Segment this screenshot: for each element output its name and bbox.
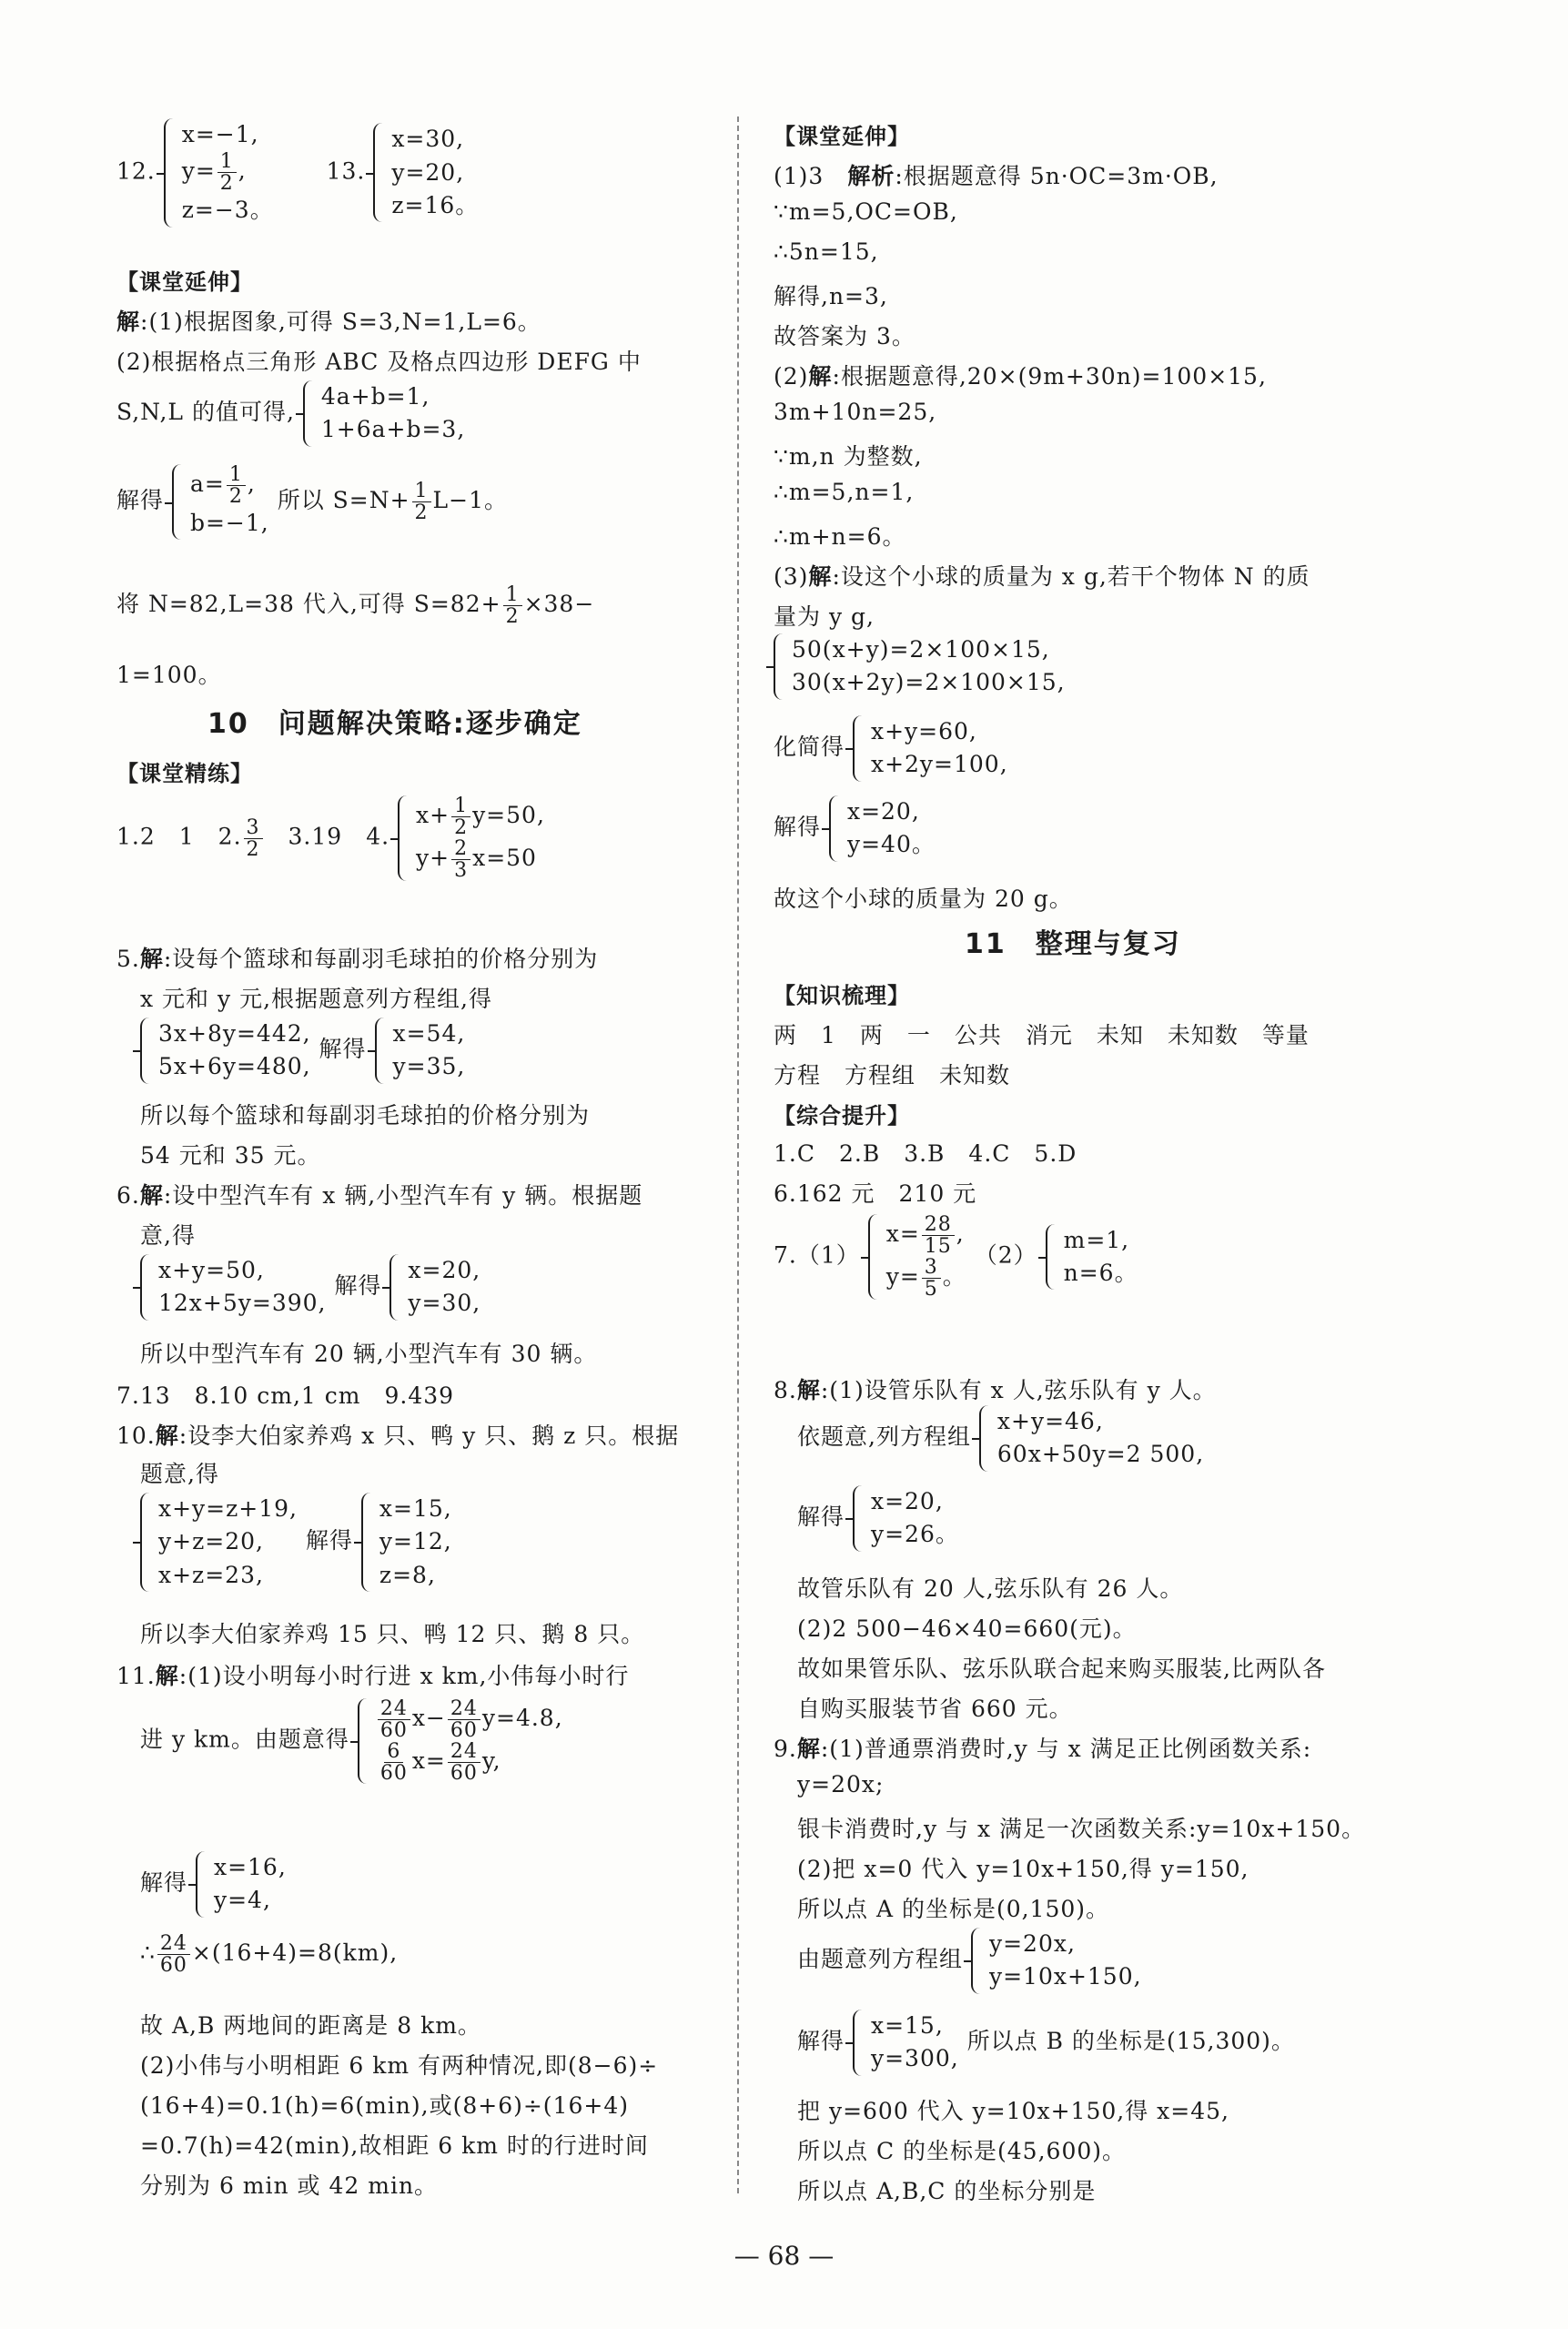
q6-line-2: 意,得	[140, 1222, 196, 1249]
r-line-10: ∴m+n=6。	[774, 523, 906, 550]
q11-line-7: 分别为 6 min 或 42 min。	[140, 2172, 439, 2199]
q6-line-3: 所以中型汽车有 20 辆,小型汽车有 30 辆。	[140, 1341, 598, 1367]
q10-line-3: 所以李大伯家养鸡 15 只、鸭 12 只、鹅 8 只。	[140, 1621, 645, 1647]
q13-label: 13.	[326, 157, 366, 185]
z9-line-3: 银卡消费时,y 与 x 满足一次函数关系:y=10x+150。	[797, 1816, 1366, 1842]
z8-system-1: 依题意,列方程组 x+y=46, 60x+50y=2 500,	[797, 1405, 1204, 1472]
q10-line-1: 10.解:设李大伯家养鸡 x 只、鸭 y 只、鹅 z 只。根据	[116, 1423, 680, 1449]
z8-line-4: 故如果管乐队、弦乐队联合起来购买服装,比两队各	[797, 1656, 1326, 1682]
r-line-8: ∵m,n 为整数,	[774, 443, 923, 470]
comprehensive-answers-1-5: 1.C 2.B 3.B 4.C 5.D	[774, 1140, 1077, 1167]
section-heading-extension: 【课堂延伸】	[116, 269, 253, 295]
chapter-title-10: 10 问题解决策略:逐步确定	[207, 708, 582, 740]
r-line-5: 故答案为 3。	[774, 323, 916, 349]
z8-line-1: 8.解:(1)设管乐队有 x 人,弦乐队有 y 人。	[774, 1377, 1217, 1403]
section-heading-comprehensive: 【综合提升】	[774, 1103, 910, 1129]
q11-distance-calc: ∴ $\frac{24}{60}$ ×(16+4)=8(km),	[140, 1932, 399, 1978]
q5-line-1: 5.解:设每个篮球和每副羽毛球拍的价格分别为	[116, 946, 599, 972]
extension-line-4: 解得 a= $\frac{1}{2}$ , b=−1, 所以 S=N+ $\frac{1}{2}$ L−1。	[116, 464, 508, 540]
chapter-title-11: 11 整理与复习	[965, 928, 1181, 960]
r-line-3: ∴5n=15,	[774, 238, 879, 265]
extension-line-2: (2)根据格点三角形 ABC 及格点四边形 DEFG 中	[116, 349, 642, 375]
extension-line-6: 1=100。	[116, 662, 222, 688]
section-heading-extension-2: 【课堂延伸】	[774, 124, 910, 149]
r-line-4: 解得,n=3,	[774, 283, 888, 309]
z8-line-3: (2)2 500−46×40=660(元)。	[797, 1615, 1137, 1642]
r-system-1: 50(x+y)=2×100×15, 30(x+2y)=2×100×15,	[774, 633, 1066, 700]
z8-line-2: 故管乐队有 20 人,弦乐队有 26 人。	[797, 1575, 1184, 1602]
z9-line-4: (2)把 x=0 代入 y=10x+150,得 y=150,	[797, 1856, 1249, 1882]
comprehensive-answer-7: 7.（1） x= $\frac{28}{15}$ , y= $\frac{3}{5}$ 。 （2） m=1, n=6。	[774, 1213, 1138, 1301]
q5-line-4: 54 元和 35 元。	[140, 1142, 321, 1169]
q10-systems: x+y=z+19, y+z=20, x+z=23, 解得 x=15, y=12, z=8,	[140, 1493, 452, 1592]
z9-line-1: 9.解:(1)普通票消费时,y 与 x 满足正比例函数关系:	[774, 1736, 1312, 1762]
z9-line-2: y=20x;	[797, 1771, 885, 1797]
r-system-2: 化简得 x+y=60, x+2y=100,	[774, 715, 1008, 782]
answers-7-9: 7.13 8.10 cm,1 cm 9.439	[116, 1382, 455, 1409]
q11-line-1: 11.解:(1)设小明每小时行进 x km,小伟每小时行	[116, 1663, 630, 1689]
extension-line-1: 解:(1)根据图象,可得 S=3,N=1,L=6。	[116, 309, 541, 335]
z9-system-2: 解得 x=15, y=300, 所以点 B 的坐标是(15,300)。	[797, 2010, 1295, 2076]
r-system-3: 解得 x=20, y=40。	[774, 795, 936, 862]
knowledge-line-1: 两 1 两 一 公共 消元 未知 未知数 等量	[774, 1022, 1310, 1048]
r-line-16: 故这个小球的质量为 20 g。	[774, 886, 1073, 912]
z9-system-1: 由题意列方程组 y=20x, y=10x+150,	[797, 1928, 1142, 1994]
r-line-6: (2)解:根据题意得,20×(9m+30n)=100×15,	[774, 363, 1267, 390]
z9-line-6: 把 y=600 代入 y=10x+150,得 x=45,	[797, 2098, 1229, 2124]
q5-line-2: x 元和 y 元,根据题意列方程组,得	[140, 986, 492, 1012]
q5-line-3: 所以每个篮球和每副羽毛球拍的价格分别为	[140, 1102, 591, 1129]
r-line-11: (3)解:设这个小球的质量为 x g,若干个物体 N 的质	[774, 563, 1310, 590]
q11-line-6: =0.7(h)=42(min),故相距 6 km 时的行进时间	[140, 2132, 649, 2159]
r-line-1: (1)3 解析:根据题意得 5n·OC=3m·OB,	[774, 163, 1219, 189]
z8-system-2: 解得 x=20, y=26。	[797, 1485, 959, 1552]
knowledge-line-2: 方程 方程组 未知数	[774, 1062, 1011, 1089]
q11-line-5: (16+4)=0.1(h)=6(min),或(8+6)÷(16+4)	[140, 2092, 629, 2119]
answer-12-13	[116, 118, 479, 228]
extension-line-5: 将 N=82,L=38 代入,可得 S=82+ $\frac{1}{2}$ ×38−	[116, 583, 595, 629]
page-number: — 68 —	[733, 2241, 835, 2271]
q11-line-4: (2)小伟与小明相距 6 km 有两种情况,即(8−6)÷	[140, 2052, 659, 2079]
q12-label: 12.	[116, 157, 156, 185]
r-line-2: ∵m=5,OC=OB,	[774, 198, 958, 225]
section-heading-practice: 【课堂精练】	[116, 761, 253, 786]
z9-line-5: 所以点 A 的坐标是(0,150)。	[797, 1896, 1110, 1922]
z9-line-7: 所以点 C 的坐标是(45,600)。	[797, 2138, 1127, 2164]
column-divider	[737, 116, 739, 2193]
q5-systems: 3x+8y=442, 5x+6y=480, 解得 x=54, y=35,	[140, 1018, 465, 1084]
r-line-7: 3m+10n=25,	[774, 399, 937, 425]
q12-system: x=−1, y= $\frac{1}{2}$ , z=−3。	[164, 118, 274, 228]
comprehensive-answer-6: 6.162 元 210 元	[774, 1180, 977, 1207]
practice-answers-1-4: 1.2 1 2. $\frac{3}{2}$ 3.19 4. x+ $\frac{1}{2}$ y=50, y+ $\frac{2}{3}$ x=50	[116, 795, 545, 883]
q10-line-2: 题意,得	[140, 1461, 219, 1487]
extension-line-3: S,N,L 的值可得, 4a+b=1, 1+6a+b=3,	[116, 380, 465, 447]
q13-system: x=30, y=20, z=16。	[373, 123, 479, 222]
q6-line-1: 6.解:设中型汽车有 x 辆,小型汽车有 y 辆。根据题	[116, 1182, 643, 1209]
z9-line-8: 所以点 A,B,C 的坐标分别是	[797, 2178, 1097, 2204]
q6-systems: x+y=50, 12x+5y=390, 解得 x=20, y=30,	[140, 1254, 481, 1321]
q11-solution: 解得 x=16, y=4,	[140, 1851, 287, 1918]
q11-line-2: 进 y km。由题意得 $\frac{24}{60}$ x− $\frac{24}{60}$ y=4.8, $\frac{6}{60}$ x= $\frac{24}{60}$ y,	[140, 1697, 563, 1786]
z8-line-5: 自购买服装节省 660 元。	[797, 1696, 1073, 1722]
r-line-12: 量为 y g,	[774, 603, 875, 630]
r-line-9: ∴m=5,n=1,	[774, 479, 915, 505]
q11-line-3: 故 A,B 两地间的距离是 8 km。	[140, 2012, 481, 2039]
section-heading-knowledge: 【知识梳理】	[774, 983, 910, 1008]
